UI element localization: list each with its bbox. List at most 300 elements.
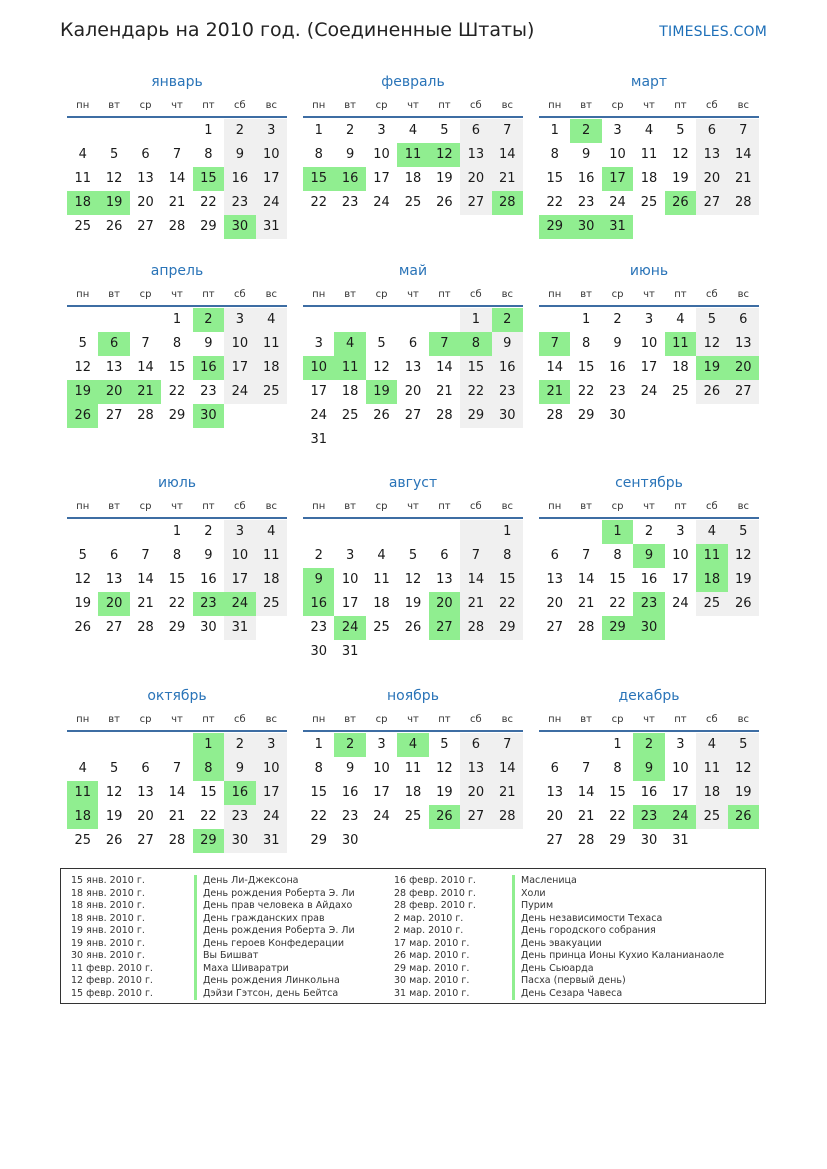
holiday-day-cell[interactable]: 1 (602, 520, 633, 544)
day-cell[interactable]: 8 (492, 544, 523, 568)
day-cell[interactable]: 5 (728, 520, 759, 544)
day-cell[interactable]: 22 (168, 596, 186, 611)
holiday-day-cell[interactable]: 23 (193, 592, 224, 616)
holiday-day-cell[interactable]: 24 (665, 805, 696, 829)
day-cell[interactable]: 17 (672, 572, 689, 587)
holiday-day-cell[interactable]: 23 (633, 592, 664, 616)
day-cell[interactable]: 9 (204, 548, 213, 563)
day-cell[interactable]: 19 (74, 596, 91, 611)
day-cell[interactable]: 12 (105, 785, 123, 800)
day-cell[interactable]: 13 (696, 143, 727, 167)
day-cell[interactable]: 3 (224, 520, 255, 544)
day-cell[interactable]: 12 (105, 171, 123, 186)
holiday-day-cell[interactable]: 30 (224, 215, 255, 239)
day-cell[interactable]: 1 (460, 308, 491, 332)
day-cell[interactable]: 5 (109, 761, 119, 776)
day-cell[interactable]: 3 (676, 524, 685, 539)
day-cell[interactable]: 13 (137, 785, 154, 800)
day-cell[interactable]: 10 (672, 548, 689, 563)
holiday-day-cell[interactable]: 28 (492, 191, 523, 215)
day-cell[interactable]: 5 (676, 123, 685, 138)
day-cell[interactable]: 8 (581, 336, 591, 351)
day-cell[interactable]: 8 (550, 147, 559, 162)
day-cell[interactable]: 1 (314, 737, 323, 752)
day-cell[interactable]: 1 (172, 312, 182, 327)
day-cell[interactable]: 27 (105, 408, 123, 423)
holiday-day-cell[interactable]: 16 (224, 781, 255, 805)
day-cell[interactable]: 9 (581, 147, 591, 162)
day-cell[interactable]: 21 (436, 384, 453, 399)
day-cell[interactable]: 3 (256, 119, 287, 143)
day-cell[interactable]: 28 (460, 616, 491, 640)
day-cell[interactable]: 5 (377, 336, 386, 351)
day-cell[interactable]: 24 (373, 195, 390, 210)
day-cell[interactable]: 28 (577, 833, 595, 848)
day-cell[interactable]: 22 (460, 380, 491, 404)
day-cell[interactable]: 9 (492, 332, 523, 356)
day-cell[interactable]: 23 (310, 620, 327, 635)
day-cell[interactable]: 14 (577, 785, 595, 800)
day-cell[interactable]: 17 (373, 171, 390, 186)
day-cell[interactable]: 21 (460, 592, 491, 616)
day-cell[interactable]: 27 (546, 620, 563, 635)
holiday-day-cell[interactable]: 15 (303, 167, 334, 191)
day-cell[interactable]: 26 (696, 380, 727, 404)
day-cell[interactable]: 23 (224, 805, 255, 829)
day-cell[interactable]: 4 (696, 733, 727, 757)
day-cell[interactable]: 4 (256, 520, 287, 544)
day-cell[interactable]: 19 (404, 596, 422, 611)
day-cell[interactable]: 17 (640, 360, 658, 375)
holiday-day-cell[interactable]: 26 (67, 404, 98, 428)
day-cell[interactable]: 18 (640, 171, 658, 186)
day-cell[interactable]: 13 (546, 785, 563, 800)
day-cell[interactable]: 12 (74, 360, 91, 375)
day-cell[interactable]: 22 (310, 195, 327, 210)
day-cell[interactable]: 22 (200, 195, 217, 210)
day-cell[interactable]: 14 (168, 171, 186, 186)
day-cell[interactable]: 10 (224, 332, 255, 356)
day-cell[interactable]: 18 (672, 360, 689, 375)
day-cell[interactable]: 12 (74, 572, 91, 587)
day-cell[interactable]: 1 (172, 524, 182, 539)
holiday-day-cell[interactable]: 2 (492, 308, 523, 332)
holiday-day-cell[interactable]: 29 (193, 829, 224, 853)
day-cell[interactable]: 15 (200, 785, 217, 800)
day-cell[interactable]: 29 (492, 616, 523, 640)
day-cell[interactable]: 30 (640, 833, 658, 848)
day-cell[interactable]: 27 (105, 620, 123, 635)
holiday-day-cell[interactable]: 15 (193, 167, 224, 191)
day-cell[interactable]: 28 (436, 408, 453, 423)
day-cell[interactable]: 1 (314, 123, 323, 138)
day-cell[interactable]: 30 (341, 833, 359, 848)
day-cell[interactable]: 24 (373, 809, 390, 824)
day-cell[interactable]: 14 (492, 757, 523, 781)
day-cell[interactable]: 21 (137, 596, 154, 611)
day-cell[interactable]: 28 (728, 191, 759, 215)
day-cell[interactable]: 15 (460, 356, 491, 380)
day-cell[interactable]: 21 (168, 195, 186, 210)
holiday-day-cell[interactable]: 18 (696, 568, 727, 592)
day-cell[interactable]: 28 (137, 620, 154, 635)
holiday-day-cell[interactable]: 8 (193, 757, 224, 781)
holiday-day-cell[interactable]: 21 (539, 380, 570, 404)
day-cell[interactable]: 6 (109, 548, 119, 563)
day-cell[interactable]: 3 (377, 737, 386, 752)
day-cell[interactable]: 6 (408, 336, 418, 351)
holiday-day-cell[interactable]: 30 (193, 404, 224, 428)
day-cell[interactable]: 11 (373, 572, 390, 587)
day-cell[interactable]: 25 (696, 805, 727, 829)
holiday-day-cell[interactable]: 18 (67, 805, 98, 829)
day-cell[interactable]: 25 (404, 809, 422, 824)
day-cell[interactable]: 7 (141, 548, 150, 563)
day-cell[interactable]: 16 (224, 167, 255, 191)
holiday-day-cell[interactable]: 20 (98, 592, 129, 616)
day-cell[interactable]: 5 (440, 123, 449, 138)
day-cell[interactable]: 2 (314, 548, 323, 563)
day-cell[interactable]: 6 (141, 147, 150, 162)
day-cell[interactable]: 8 (613, 548, 622, 563)
day-cell[interactable]: 25 (404, 195, 422, 210)
day-cell[interactable]: 21 (577, 596, 595, 611)
day-cell[interactable]: 7 (728, 119, 759, 143)
day-cell[interactable]: 7 (460, 544, 491, 568)
day-cell[interactable]: 15 (168, 360, 186, 375)
day-cell[interactable]: 29 (200, 219, 217, 234)
day-cell[interactable]: 25 (256, 592, 287, 616)
day-cell[interactable]: 2 (224, 119, 255, 143)
day-cell[interactable]: 20 (546, 809, 563, 824)
day-cell[interactable]: 7 (492, 733, 523, 757)
day-cell[interactable]: 4 (408, 123, 418, 138)
day-cell[interactable]: 28 (546, 408, 563, 423)
day-cell[interactable]: 13 (105, 360, 123, 375)
day-cell[interactable]: 24 (640, 384, 658, 399)
day-cell[interactable]: 22 (609, 809, 626, 824)
day-cell[interactable]: 20 (137, 809, 154, 824)
day-cell[interactable]: 10 (256, 757, 287, 781)
holiday-day-cell[interactable]: 24 (224, 592, 255, 616)
day-cell[interactable]: 17 (672, 785, 689, 800)
day-cell[interactable]: 18 (256, 568, 287, 592)
day-cell[interactable]: 23 (341, 809, 359, 824)
day-cell[interactable]: 9 (345, 147, 355, 162)
day-cell[interactable]: 24 (672, 596, 689, 611)
holiday-day-cell[interactable]: 20 (429, 592, 460, 616)
day-cell[interactable]: 18 (404, 785, 422, 800)
holiday-day-cell[interactable]: 17 (602, 167, 633, 191)
day-cell[interactable]: 11 (74, 171, 91, 186)
day-cell[interactable]: 23 (492, 380, 523, 404)
day-cell[interactable]: 23 (341, 195, 359, 210)
day-cell[interactable]: 19 (728, 568, 759, 592)
day-cell[interactable]: 8 (314, 147, 323, 162)
day-cell[interactable]: 28 (168, 219, 186, 234)
day-cell[interactable]: 30 (200, 620, 217, 635)
day-cell[interactable]: 13 (105, 572, 123, 587)
holiday-day-cell[interactable]: 11 (665, 332, 696, 356)
holiday-day-cell[interactable]: 11 (334, 356, 365, 380)
day-cell[interactable]: 6 (460, 733, 491, 757)
day-cell[interactable]: 14 (137, 360, 154, 375)
day-cell[interactable]: 14 (168, 785, 186, 800)
day-cell[interactable]: 8 (172, 336, 182, 351)
day-cell[interactable]: 28 (137, 408, 154, 423)
holiday-day-cell[interactable]: 26 (429, 805, 460, 829)
day-cell[interactable]: 16 (640, 785, 658, 800)
day-cell[interactable]: 18 (256, 356, 287, 380)
day-cell[interactable]: 22 (577, 384, 595, 399)
holiday-day-cell[interactable]: 20 (98, 380, 129, 404)
day-cell[interactable]: 11 (256, 332, 287, 356)
day-cell[interactable]: 24 (256, 805, 287, 829)
day-cell[interactable]: 12 (373, 360, 390, 375)
day-cell[interactable]: 23 (200, 384, 217, 399)
day-cell[interactable]: 17 (341, 596, 359, 611)
day-cell[interactable]: 13 (546, 572, 563, 587)
holiday-day-cell[interactable]: 1 (193, 733, 224, 757)
day-cell[interactable]: 14 (436, 360, 453, 375)
day-cell[interactable]: 25 (640, 195, 658, 210)
holiday-day-cell[interactable]: 9 (633, 757, 664, 781)
day-cell[interactable]: 20 (460, 167, 491, 191)
holiday-day-cell[interactable]: 10 (303, 356, 334, 380)
day-cell[interactable]: 25 (373, 620, 390, 635)
day-cell[interactable]: 13 (460, 143, 491, 167)
holiday-day-cell[interactable]: 19 (98, 191, 129, 215)
holiday-day-cell[interactable]: 12 (429, 143, 460, 167)
holiday-day-cell[interactable]: 31 (602, 215, 633, 239)
day-cell[interactable]: 13 (436, 572, 453, 587)
day-cell[interactable]: 30 (310, 644, 327, 659)
day-cell[interactable]: 26 (105, 833, 123, 848)
day-cell[interactable]: 6 (440, 548, 449, 563)
day-cell[interactable]: 13 (137, 171, 154, 186)
day-cell[interactable]: 25 (341, 408, 359, 423)
day-cell[interactable]: 6 (141, 761, 150, 776)
day-cell[interactable]: 5 (728, 733, 759, 757)
holiday-day-cell[interactable]: 16 (334, 167, 365, 191)
day-cell[interactable]: 12 (404, 572, 422, 587)
day-cell[interactable]: 17 (310, 384, 327, 399)
holiday-day-cell[interactable]: 27 (429, 616, 460, 640)
day-cell[interactable]: 5 (109, 147, 119, 162)
holiday-day-cell[interactable]: 7 (539, 332, 570, 356)
day-cell[interactable]: 28 (492, 805, 523, 829)
day-cell[interactable]: 26 (74, 620, 91, 635)
day-cell[interactable]: 4 (696, 520, 727, 544)
day-cell[interactable]: 22 (546, 195, 563, 210)
day-cell[interactable]: 3 (644, 312, 654, 327)
day-cell[interactable]: 19 (672, 171, 689, 186)
day-cell[interactable]: 9 (204, 336, 213, 351)
day-cell[interactable]: 20 (460, 781, 491, 805)
day-cell[interactable]: 1 (204, 123, 213, 138)
day-cell[interactable]: 12 (672, 147, 689, 162)
day-cell[interactable]: 14 (137, 572, 154, 587)
holiday-day-cell[interactable]: 29 (539, 215, 570, 239)
day-cell[interactable]: 24 (224, 380, 255, 404)
holiday-day-cell[interactable]: 2 (334, 733, 365, 757)
day-cell[interactable]: 9 (224, 757, 255, 781)
holiday-day-cell[interactable]: 16 (193, 356, 224, 380)
day-cell[interactable]: 12 (696, 332, 727, 356)
day-cell[interactable]: 8 (314, 761, 323, 776)
holiday-day-cell[interactable]: 19 (696, 356, 727, 380)
day-cell[interactable]: 9 (224, 143, 255, 167)
day-cell[interactable]: 28 (577, 620, 595, 635)
day-cell[interactable]: 27 (137, 833, 154, 848)
day-cell[interactable]: 21 (728, 167, 759, 191)
day-cell[interactable]: 10 (609, 147, 626, 162)
day-cell[interactable]: 10 (224, 544, 255, 568)
day-cell[interactable]: 31 (341, 644, 359, 659)
day-cell[interactable]: 30 (609, 408, 626, 423)
day-cell[interactable]: 16 (341, 785, 359, 800)
day-cell[interactable]: 12 (728, 757, 759, 781)
day-cell[interactable]: 3 (314, 336, 323, 351)
day-cell[interactable]: 5 (440, 737, 449, 752)
day-cell[interactable]: 27 (546, 833, 563, 848)
day-cell[interactable]: 18 (373, 596, 390, 611)
day-cell[interactable]: 20 (696, 167, 727, 191)
day-cell[interactable]: 4 (256, 308, 287, 332)
holiday-day-cell[interactable]: 18 (67, 191, 98, 215)
day-cell[interactable]: 5 (696, 308, 727, 332)
day-cell[interactable]: 22 (310, 809, 327, 824)
day-cell[interactable]: 5 (78, 548, 87, 563)
day-cell[interactable]: 19 (728, 781, 759, 805)
holiday-day-cell[interactable]: 30 (633, 616, 664, 640)
day-cell[interactable]: 17 (224, 568, 255, 592)
day-cell[interactable]: 25 (672, 384, 689, 399)
day-cell[interactable]: 7 (581, 761, 591, 776)
day-cell[interactable]: 31 (256, 215, 287, 239)
day-cell[interactable]: 27 (137, 219, 154, 234)
day-cell[interactable]: 30 (492, 404, 523, 428)
day-cell[interactable]: 25 (256, 380, 287, 404)
day-cell[interactable]: 11 (696, 757, 727, 781)
day-cell[interactable]: 3 (377, 123, 386, 138)
day-cell[interactable]: 30 (224, 829, 255, 853)
day-cell[interactable]: 15 (577, 360, 595, 375)
day-cell[interactable]: 4 (644, 123, 654, 138)
holiday-day-cell[interactable]: 30 (570, 215, 601, 239)
day-cell[interactable]: 14 (728, 143, 759, 167)
day-cell[interactable]: 9 (613, 336, 622, 351)
day-cell[interactable]: 28 (168, 833, 186, 848)
day-cell[interactable]: 23 (224, 191, 255, 215)
day-cell[interactable]: 8 (204, 147, 213, 162)
day-cell[interactable]: 27 (728, 380, 759, 404)
holiday-day-cell[interactable]: 16 (303, 592, 334, 616)
day-cell[interactable]: 15 (310, 785, 327, 800)
day-cell[interactable]: 5 (78, 336, 87, 351)
day-cell[interactable]: 29 (310, 833, 327, 848)
site-link[interactable]: TIMESLES.COM (659, 24, 767, 40)
day-cell[interactable]: 31 (672, 833, 689, 848)
day-cell[interactable]: 10 (640, 336, 658, 351)
day-cell[interactable]: 2 (644, 524, 654, 539)
day-cell[interactable]: 2 (345, 123, 355, 138)
day-cell[interactable]: 23 (609, 384, 626, 399)
day-cell[interactable]: 5 (408, 548, 418, 563)
day-cell[interactable]: 26 (373, 408, 390, 423)
holiday-day-cell[interactable]: 8 (460, 332, 491, 356)
day-cell[interactable]: 20 (137, 195, 154, 210)
holiday-day-cell[interactable]: 24 (334, 616, 365, 640)
day-cell[interactable]: 16 (200, 572, 217, 587)
day-cell[interactable]: 2 (224, 733, 255, 757)
day-cell[interactable]: 10 (373, 761, 390, 776)
day-cell[interactable]: 1 (550, 123, 559, 138)
day-cell[interactable]: 1 (581, 312, 591, 327)
day-cell[interactable]: 11 (404, 761, 422, 776)
holiday-day-cell[interactable]: 20 (728, 356, 759, 380)
holiday-day-cell[interactable]: 2 (193, 308, 224, 332)
day-cell[interactable]: 6 (550, 761, 559, 776)
day-cell[interactable]: 14 (577, 572, 595, 587)
day-cell[interactable]: 22 (492, 592, 523, 616)
day-cell[interactable]: 3 (224, 308, 255, 332)
day-cell[interactable]: 10 (256, 143, 287, 167)
day-cell[interactable]: 22 (200, 809, 217, 824)
day-cell[interactable]: 7 (492, 119, 523, 143)
holiday-day-cell[interactable]: 23 (633, 805, 664, 829)
day-cell[interactable]: 11 (256, 544, 287, 568)
day-cell[interactable]: 27 (460, 191, 491, 215)
day-cell[interactable]: 13 (404, 360, 422, 375)
day-cell[interactable]: 6 (696, 119, 727, 143)
day-cell[interactable]: 27 (696, 191, 727, 215)
day-cell[interactable]: 1 (613, 737, 622, 752)
holiday-day-cell[interactable]: 2 (570, 119, 601, 143)
day-cell[interactable]: 7 (172, 147, 182, 162)
day-cell[interactable]: 26 (404, 620, 422, 635)
day-cell[interactable]: 1 (492, 520, 523, 544)
day-cell[interactable]: 8 (172, 548, 182, 563)
day-cell[interactable]: 20 (546, 596, 563, 611)
day-cell[interactable]: 31 (256, 829, 287, 853)
day-cell[interactable]: 17 (256, 167, 287, 191)
day-cell[interactable]: 15 (609, 572, 626, 587)
day-cell[interactable]: 17 (256, 781, 287, 805)
day-cell[interactable]: 7 (581, 548, 591, 563)
day-cell[interactable]: 9 (345, 761, 355, 776)
holiday-day-cell[interactable]: 11 (397, 143, 428, 167)
day-cell[interactable]: 3 (345, 548, 355, 563)
day-cell[interactable]: 16 (609, 360, 626, 375)
day-cell[interactable]: 29 (168, 620, 186, 635)
day-cell[interactable]: 26 (436, 195, 453, 210)
day-cell[interactable]: 14 (460, 568, 491, 592)
holiday-day-cell[interactable]: 26 (728, 805, 759, 829)
day-cell[interactable]: 3 (676, 737, 685, 752)
day-cell[interactable]: 2 (204, 524, 213, 539)
day-cell[interactable]: 2 (613, 312, 622, 327)
day-cell[interactable]: 22 (168, 384, 186, 399)
day-cell[interactable]: 12 (436, 761, 453, 776)
day-cell[interactable]: 21 (492, 781, 523, 805)
day-cell[interactable]: 13 (460, 757, 491, 781)
day-cell[interactable]: 15 (546, 171, 563, 186)
day-cell[interactable]: 18 (341, 384, 359, 399)
day-cell[interactable]: 29 (168, 408, 186, 423)
day-cell[interactable]: 29 (609, 833, 626, 848)
day-cell[interactable]: 7 (172, 761, 182, 776)
